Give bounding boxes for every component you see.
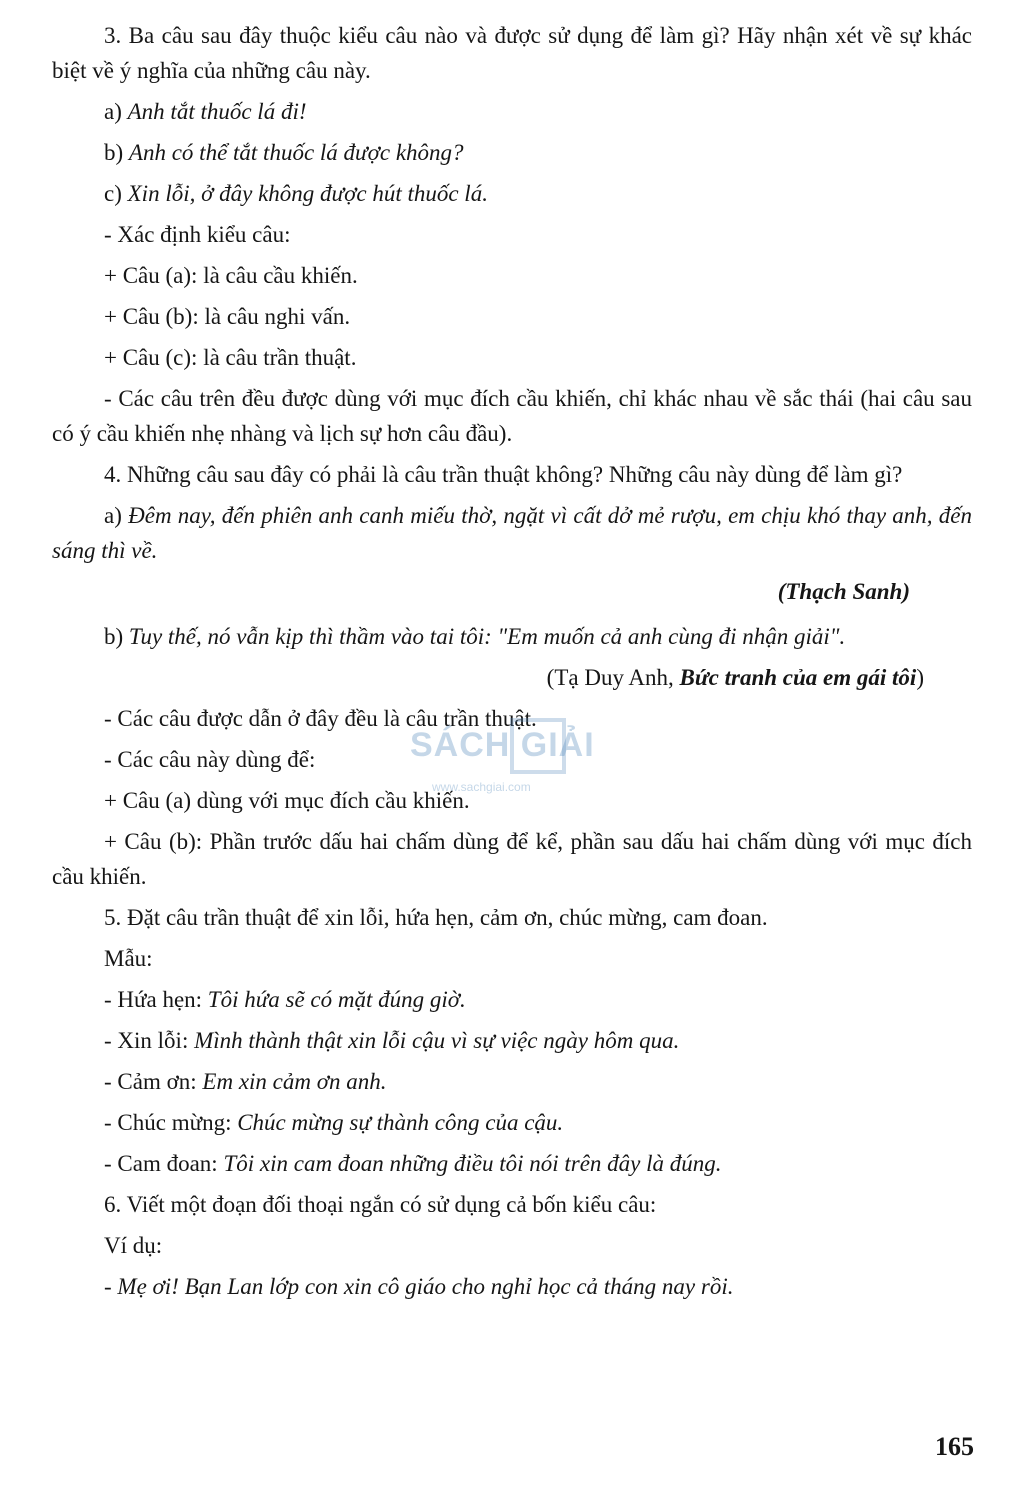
question-6-dialogue-line: - Mẹ ơi! Bạn Lan lớp con xin cô giáo cho nghỉ học cả tháng nay rồi. [104, 1274, 734, 1299]
question-3-item-b [104, 135, 972, 170]
question-4-item-a-source: (Thạch Sanh) [777, 579, 910, 604]
question-5-item-apology [104, 1023, 972, 1058]
question-4-item-b [52, 619, 972, 654]
watermark-url: www.sachgiai.com [432, 780, 531, 794]
question-4-answer-1: - Các câu được dẫn ở đây đều là câu trần thuật. [104, 706, 537, 731]
item-text: Anh có thể tắt thuốc lá được không? [128, 140, 464, 165]
item-text: Anh tắt thuốc lá đi! [127, 99, 307, 124]
question-6-example-label: Ví dụ: [104, 1233, 163, 1258]
question-5-item-promise [104, 982, 972, 1017]
item-text: Xin lỗi, ở đây không được hút thuốc lá. [127, 181, 488, 206]
question-5-sample-label: Mẫu: [104, 946, 153, 971]
item-label: - Chúc mừng: [104, 1110, 238, 1135]
item-text: Đêm nay, đến phiên anh canh miếu thờ, ngặt vì cất dở mẻ rượu, em chịu khó thay anh, đến sáng thì về. [52, 503, 973, 563]
item-label: - Hứa hẹn: [104, 987, 208, 1012]
source-close: ) [916, 665, 924, 690]
item-text: Tuy thế, nó vẫn kịp thì thầm vào tai tôi: "Em muốn cả anh cùng đi nhận giải". [128, 624, 846, 649]
item-label: c) [104, 181, 128, 206]
page-number: 165 [935, 1432, 974, 1461]
item-label: a) [104, 503, 129, 528]
question-3-answer-heading: - Xác định kiểu câu: [104, 222, 291, 247]
question-4-answer-2: - Các câu này dùng để: [104, 747, 316, 772]
source-title: Bức tranh của em gái tôi [679, 665, 917, 690]
question-3-answer-b: + Câu (b): là câu nghi vấn. [104, 304, 351, 329]
item-label: b) [104, 140, 129, 165]
question-3-answer-a: + Câu (a): là câu cầu khiến. [104, 263, 358, 288]
item-label: b) [104, 624, 129, 649]
item-label: - Cảm ơn: [104, 1069, 203, 1094]
question-5-prompt: 5. Đặt câu trần thuật để xin lỗi, hứa hẹn, cảm ơn, chúc mừng, cam đoan. [104, 905, 768, 930]
item-text: Em xin cảm ơn anh. [202, 1069, 387, 1094]
item-label: a) [104, 99, 128, 124]
question-4-item-a [52, 498, 972, 568]
question-4-item-b-source [52, 660, 924, 695]
item-text: Tôi hứa sẽ có mặt đúng giờ. [207, 987, 466, 1012]
item-text: Tôi xin cam đoan những điều tôi nói trên đây là đúng. [223, 1151, 722, 1176]
question-3-prompt: 3. Ba câu sau đây thuộc kiểu câu nào và được sử dụng để làm gì? Hãy nhận xét về sự khác biệt về ý nghĩa của những câu này. [52, 23, 972, 83]
item-label: - Xin lỗi: [104, 1028, 195, 1053]
question-4-answer-a: + Câu (a) dùng với mục đích cầu khiến. [104, 788, 470, 813]
question-6-prompt: 6. Viết một đoạn đối thoại ngắn có sử dụng cả bốn kiểu câu: [104, 1192, 657, 1217]
document-page [52, 18, 972, 1310]
source-author: (Tạ Duy Anh, [546, 665, 680, 690]
item-label: - Cam đoan: [104, 1151, 224, 1176]
question-4-prompt: 4. Những câu sau đây có phải là câu trần thuật không? Những câu này dùng để làm gì? [104, 462, 903, 487]
item-text: Chúc mừng sự thành công của cậu. [237, 1110, 564, 1135]
item-text: Mình thành thật xin lỗi cậu vì sự việc ngày hôm qua. [194, 1028, 680, 1053]
question-3-answer-c: + Câu (c): là câu trần thuật. [104, 345, 357, 370]
question-5-item-pledge [104, 1146, 972, 1181]
watermark-brand: SÁCH GIẢI [410, 726, 595, 764]
question-5-item-thanks [104, 1064, 972, 1099]
question-3-item-c [104, 176, 972, 211]
question-5-item-congrats [104, 1105, 972, 1140]
question-3-item-a [104, 94, 972, 129]
question-4-answer-b: + Câu (b): Phần trước dấu hai chấm dùng để kể, phần sau dấu hai chấm dùng với mục đích cầu khiến. [52, 829, 972, 889]
question-3-conclusion: - Các câu trên đều được dùng với mục đích cầu khiến, chỉ khác nhau về sắc thái (hai câu sau có ý cầu khiến nhẹ nhàng và lịch sự hơn câu đầu). [52, 386, 972, 446]
